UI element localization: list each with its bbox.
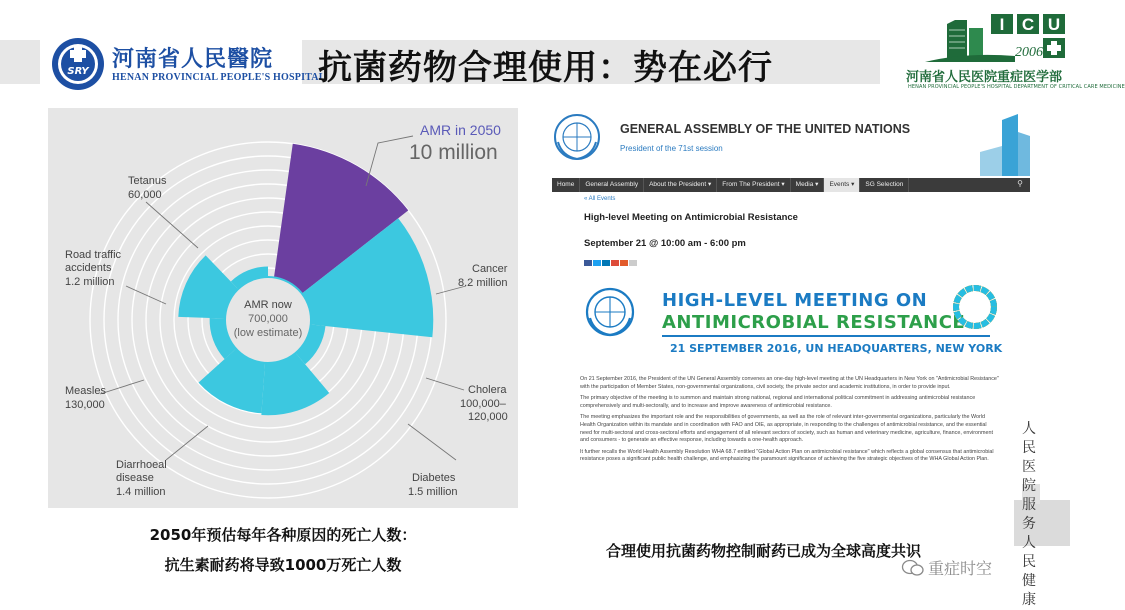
banner-divider bbox=[662, 335, 990, 337]
more-share-icon[interactable] bbox=[629, 260, 637, 266]
icu-letter-c: C bbox=[1021, 15, 1035, 34]
un-webpage-panel bbox=[552, 98, 1030, 514]
amr2050-label: AMR in 2050 bbox=[420, 122, 501, 138]
measles-value: 130,000 bbox=[65, 399, 105, 411]
event-title: High-level Meeting on Antimicrobial Resistance bbox=[584, 212, 798, 223]
un-banner-emblem-icon bbox=[584, 286, 636, 338]
un-body-text bbox=[580, 376, 1000, 468]
all-events-link[interactable]: « All Events bbox=[584, 196, 616, 202]
center-label-3: (low estimate) bbox=[233, 327, 303, 339]
paragraph-3: The meeting emphasizes the important role and the responsibilities of governments, as well as the role of relevant inter-governmental organizations, particularly the World Health Organization within its mandate and in coordination with FAO and OIE, as appropriate, in responding to the challenges of antimicrobial resistance, and the essential need for multi-sectoral and cross-sectoral efforts and engagement of all relevant sectors of society, such as human and veterinary medicine, agriculture, finance, environment and consumers - to generate an effective response, including towards a one-health approach. bbox=[580, 414, 993, 444]
caption-right: 合理使用抗菌药物控制耐药已成为全球高度共识 bbox=[606, 542, 922, 560]
cancer-label: Cancer bbox=[472, 263, 508, 275]
search-icon[interactable]: ⚲ bbox=[1017, 179, 1023, 188]
hospital-logo-text: SRY bbox=[67, 66, 89, 77]
amr-radial-chart bbox=[48, 108, 518, 508]
cholera-value-2: 120,000 bbox=[468, 411, 508, 423]
page-title: 抗菌药物合理使用：势在必行 bbox=[318, 48, 773, 88]
diabetes-label: Diabetes bbox=[412, 472, 456, 484]
un-nav-bar bbox=[552, 178, 1030, 192]
share-icon[interactable] bbox=[620, 260, 628, 266]
event-date: September 21 @ 10:00 am - 6:00 pm bbox=[584, 238, 746, 249]
un-building-icon bbox=[972, 112, 1030, 176]
cholera-label: Cholera bbox=[468, 384, 507, 396]
hospital-name-en: HENAN PROVINCIAL PEOPLE'S HOSPITAL bbox=[112, 72, 326, 83]
un-title: GENERAL ASSEMBLY OF THE UNITED NATIONS bbox=[620, 122, 911, 136]
caption-left-line-2: 抗生素耐药将导致1000万死亡人数 bbox=[164, 556, 402, 574]
tetanus-value: 60,000 bbox=[128, 189, 162, 201]
caption-left bbox=[48, 520, 518, 580]
paragraph-2: The primary objective of the meeting is to summon and maintain strong national, regional and international political commitment in addressing antimicrobial resistance comprehensively and multi-sectorally, and to increase and improve awareness of antimicrobial resistance. bbox=[580, 395, 976, 409]
diarrhoeal-value: 1.4 million bbox=[116, 486, 166, 498]
nav-sg-selection[interactable]: SG Selection bbox=[860, 178, 909, 192]
sdg-wheel-icon bbox=[954, 286, 996, 328]
icu-year: 2006 bbox=[1015, 45, 1043, 60]
nav-about-president[interactable]: About the President ▾ bbox=[644, 178, 717, 192]
paragraph-4: It further recalls the World Health Assembly Resolution WHA 68.7 entitled "Global Action Plan on antimicrobial resistance" which reflects a global consensus that antimicrobial resistance poses a significant public health challenge, and emphasizing the paramount significance of achieving the five strategic objectives of the WHA Global Action Plan. bbox=[580, 448, 994, 463]
amr2050-value: 10 million bbox=[409, 141, 498, 164]
twitter-icon[interactable] bbox=[593, 260, 601, 266]
nav-general-assembly[interactable]: General Assembly bbox=[580, 178, 644, 192]
measles-label: Measles bbox=[65, 385, 106, 397]
nav-home[interactable]: Home bbox=[552, 178, 580, 192]
cancer-value: 8.2 million bbox=[458, 277, 508, 289]
cholera-value-1: 100,000– bbox=[460, 398, 506, 410]
diarrhoeal-label-1: Diarrhoeal bbox=[116, 459, 167, 471]
banner-line-1: HIGH-LEVEL MEETING ON bbox=[662, 290, 928, 311]
wechat-icon bbox=[902, 559, 924, 577]
road-label-2: accidents bbox=[65, 262, 112, 274]
diarrhoeal-label-2: disease bbox=[116, 472, 154, 484]
nav-media[interactable]: Media ▾ bbox=[791, 178, 825, 192]
nav-events[interactable]: Events ▾ bbox=[824, 178, 860, 192]
banner-line-2: ANTIMICROBIAL RESISTANCE bbox=[662, 312, 966, 333]
side-vertical-text: 人民医院服务人民健康 bbox=[1022, 421, 1036, 608]
icu-dept-en: HENAN PROVINCIAL PEOPLE'S HOSPITAL DEPARTMENT OF CRITICAL CARE MEDICINE bbox=[908, 84, 1125, 90]
icu-dept-cn: 河南省人民医院重症医学部 bbox=[906, 70, 1063, 85]
banner-line-3: 21 SEPTEMBER 2016, UN HEADQUARTERS, NEW YORK bbox=[670, 342, 1003, 355]
hospital-name-cn: 河南省人民醫院 bbox=[112, 46, 274, 72]
road-value: 1.2 million bbox=[65, 276, 115, 288]
diabetes-value: 1.5 million bbox=[408, 486, 458, 498]
nav-from-president[interactable]: From The President ▾ bbox=[717, 178, 790, 192]
chart-segments bbox=[178, 144, 433, 416]
caption-left-line-1: 2050年预估每年各种原因的死亡人数： bbox=[149, 526, 417, 544]
center-label-2: 700,000 bbox=[248, 313, 288, 325]
paragraph-1: On 21 September 2016, the President of the UN General Assembly convenes an one-day high-level meeting at the UN Headquarters in New York on "Antimicrobial Resistance" with the participation of Member States, non-governmental organizations, civil society, the private sector and academic institutions, in order to provide input. bbox=[580, 376, 999, 390]
googleplus-icon[interactable] bbox=[611, 260, 619, 266]
watermark-text: 重症时空 bbox=[928, 559, 993, 578]
hospital-logo-icon bbox=[50, 36, 106, 92]
hlm-banner bbox=[582, 278, 1002, 370]
amr-chart-panel bbox=[48, 108, 518, 508]
share-buttons bbox=[584, 260, 637, 266]
icu-letter-i: I bbox=[999, 15, 1005, 34]
center-label-1: AMR now bbox=[244, 299, 292, 311]
linkedin-icon[interactable] bbox=[602, 260, 610, 266]
road-label-1: Road traffic bbox=[65, 249, 122, 261]
icu-letter-u: U bbox=[1047, 15, 1061, 34]
tetanus-label: Tetanus bbox=[128, 175, 167, 187]
watermark bbox=[902, 556, 992, 579]
un-subtitle: President of the 71st session bbox=[620, 144, 723, 153]
icu-logo-icon bbox=[925, 10, 1065, 70]
un-emblem-icon bbox=[552, 112, 602, 162]
facebook-icon[interactable] bbox=[584, 260, 592, 266]
